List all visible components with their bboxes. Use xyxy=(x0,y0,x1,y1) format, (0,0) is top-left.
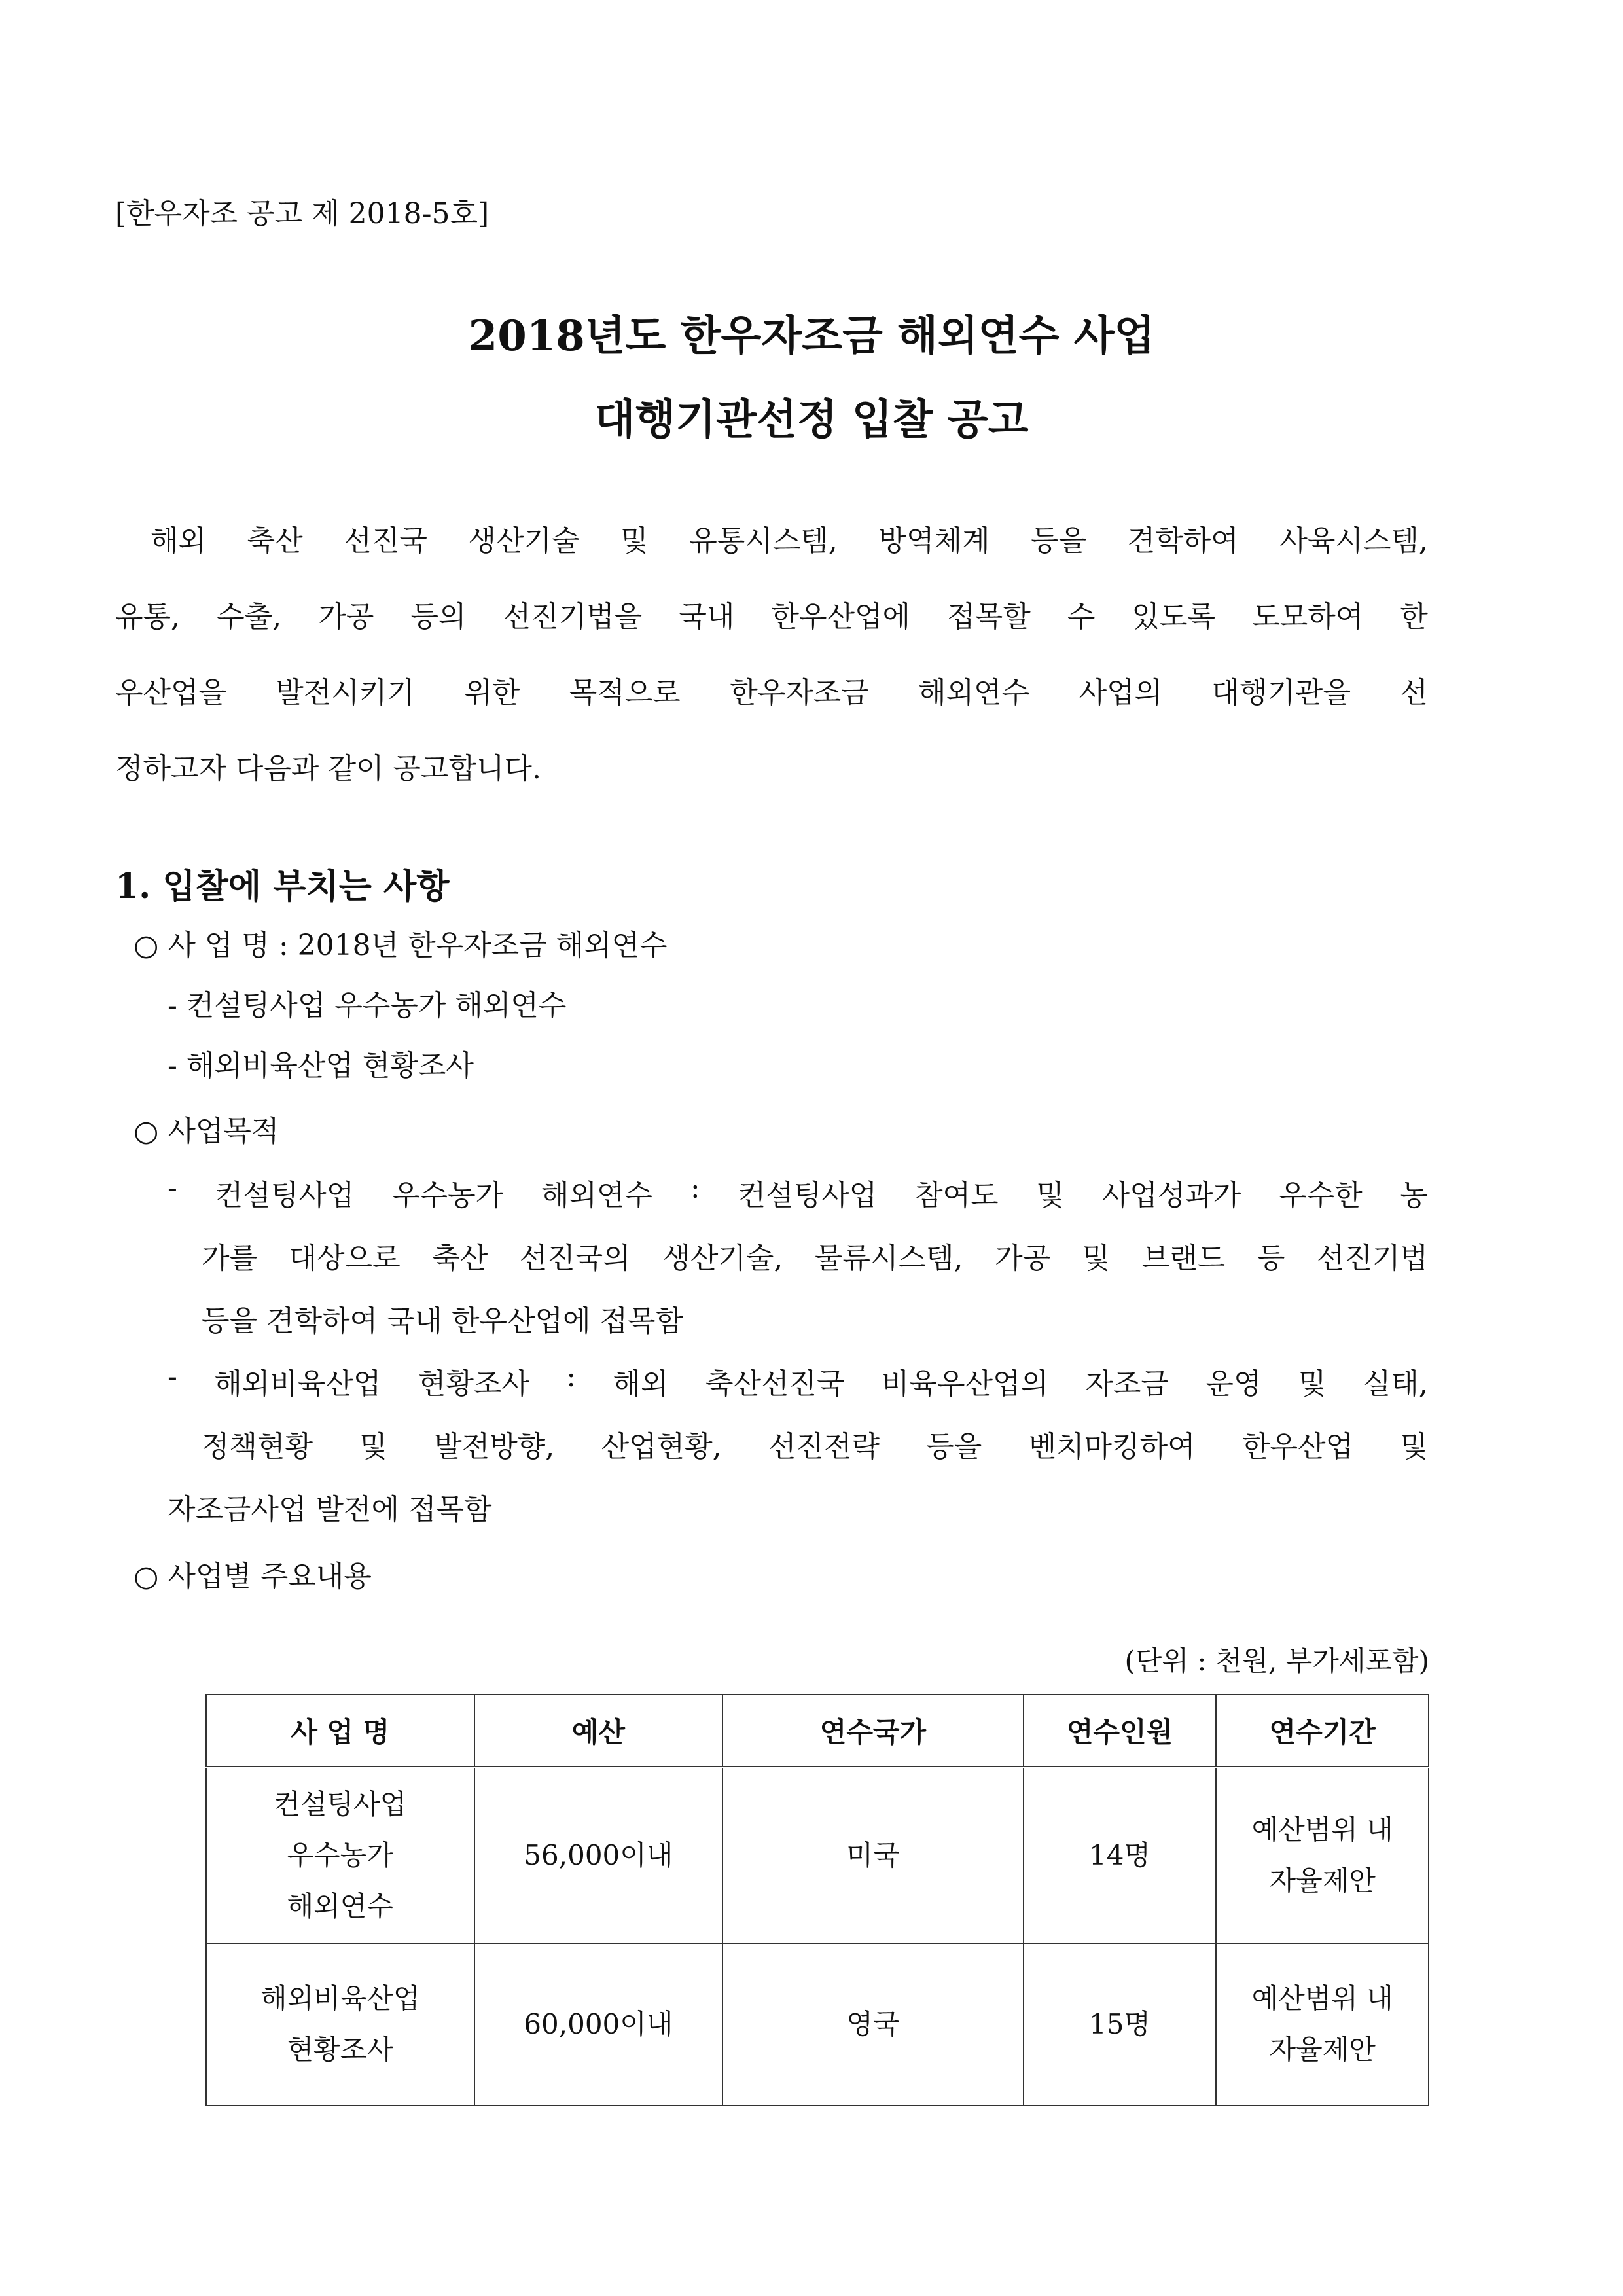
main-content-bullet: ○ 사업별 주요내용 xyxy=(134,1560,372,1593)
cell-line: 자율제안 xyxy=(1269,2034,1376,2066)
cell-line: 현황조사 xyxy=(287,2034,393,2066)
purpose-item-line: 가를 대상으로 축산 선진국의 생산기술, 물류시스템, 가공 및 브랜드 등 선진기법 xyxy=(202,1242,1428,1275)
purpose-item-line: - 해외비육산업 현황조사 : 해외 축산선진국 비육우산업의 자조금 운영 및 실태, xyxy=(168,1360,1428,1401)
purpose-item-line: 등을 견학하여 국내 한우산업에 접목함 xyxy=(202,1304,684,1338)
cell-business-name xyxy=(206,1767,474,1943)
intro-line: 유통, 수출, 가공 등의 선진기법을 국내 한우산업에 접목할 수 있도록 도모하여 한 xyxy=(115,600,1428,634)
unit-note: (단위 : 천원, 부가세포함) xyxy=(1124,1645,1429,1677)
cell-budget: 60,000이내 xyxy=(474,1943,723,2106)
business-name-item: - 컨설팅사업 우수농가 해외연수 xyxy=(168,989,567,1022)
table-row xyxy=(206,1943,1429,2106)
notice-number: [한우자조 공고 제 2018-5호] xyxy=(115,197,490,230)
business-name-bullet: ○ 사 업 명 : 2018년 한우자조금 해외연수 xyxy=(134,929,668,962)
intro-line: 우산업을 발전시키기 위한 목적으로 한우자조금 해외연수 사업의 대행기관을 선 xyxy=(115,676,1428,709)
section-heading: 1. 입찰에 부치는 사항 xyxy=(115,867,450,906)
purpose-item-line: 자조금사업 발전에 접목함 xyxy=(168,1493,492,1526)
cell-period xyxy=(1216,1943,1429,2106)
column-header-country: 연수국가 xyxy=(722,1695,1023,1767)
cell-budget: 56,000이내 xyxy=(474,1767,723,1943)
cell-line: 컨설팅사업 xyxy=(274,1788,407,1820)
cell-line: 우수농가 xyxy=(287,1839,393,1871)
purpose-item-line: - 컨설팅사업 우수농가 해외연수 : 컨설팅사업 참여도 및 사업성과가 우수한 농 xyxy=(168,1172,1428,1212)
cell-business-name xyxy=(206,1943,474,2106)
cell-line: 해외비육산업 xyxy=(260,1982,420,2015)
cell-country: 미국 xyxy=(722,1767,1023,1943)
cell-people: 15명 xyxy=(1024,1943,1217,2106)
cell-line: 예산범위 내 xyxy=(1251,1814,1393,1846)
table-header-row xyxy=(206,1695,1429,1767)
business-name-item: - 해외비육산업 현황조사 xyxy=(168,1049,474,1083)
purpose-item-line: 정책현황 및 발전방향, 산업현황, 선진전략 등을 벤치마킹하여 한우산업 및 xyxy=(202,1430,1428,1463)
column-header-period: 연수기간 xyxy=(1216,1695,1429,1767)
purpose-bullet: ○ 사업목적 xyxy=(134,1115,279,1148)
cell-country: 영국 xyxy=(722,1943,1023,2106)
intro-line: 정하고자 다음과 같이 공고합니다. xyxy=(115,752,541,785)
document-title-line1: 2018년도 한우자조금 해외연수 사업 xyxy=(468,312,1155,361)
cell-line: 해외연수 xyxy=(287,1890,393,1922)
column-header-budget: 예산 xyxy=(474,1695,723,1767)
intro-line: 해외 축산 선진국 생산기술 및 유통시스템, 방역체계 등을 견학하여 사육시스템, xyxy=(151,524,1428,558)
cell-period xyxy=(1216,1767,1429,1943)
budget-table xyxy=(205,1694,1429,2106)
cell-line: 자율제안 xyxy=(1269,1865,1376,1897)
table-row xyxy=(206,1767,1429,1943)
column-header-people: 연수인원 xyxy=(1024,1695,1217,1767)
column-header-name: 사 업 명 xyxy=(206,1695,474,1767)
document-title-line2: 대행기관선정 입찰 공고 xyxy=(594,395,1029,444)
cell-line: 예산범위 내 xyxy=(1251,1982,1393,2015)
cell-people: 14명 xyxy=(1024,1767,1217,1943)
